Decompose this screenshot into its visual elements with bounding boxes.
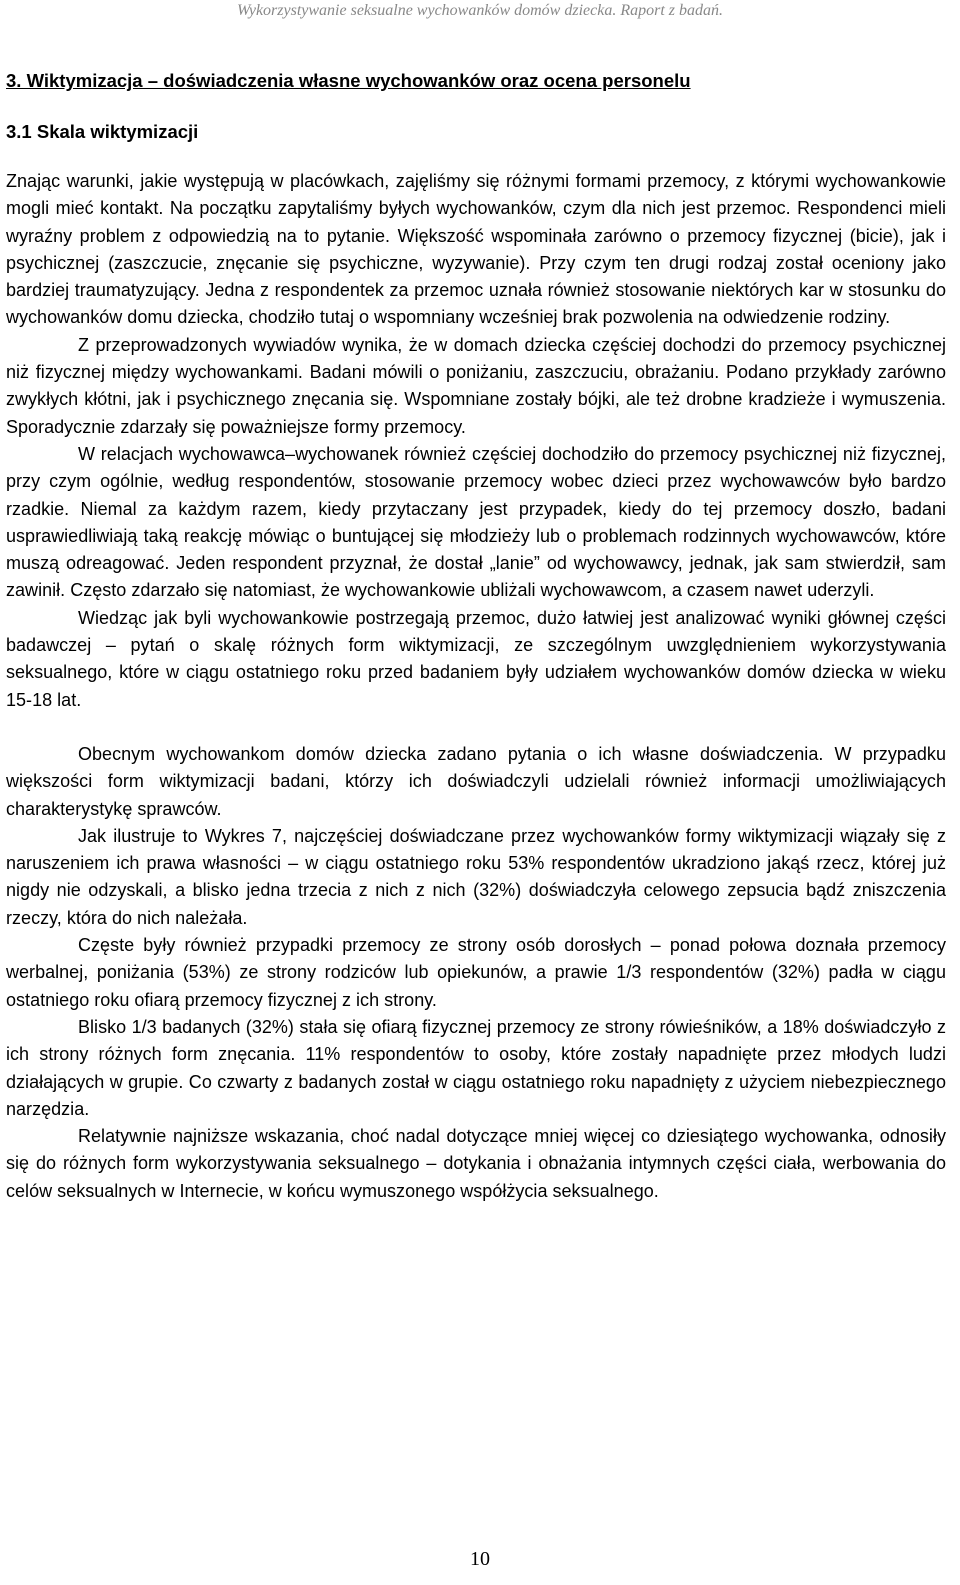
paragraph-6: Jak ilustruje to Wykres 7, najczęściej doświadczane przez wychowanków formy wiktymizacji wiązały się z naruszeniem ich prawa własności – w ciągu ostatniego roku 53% respondentów ukradziono jakąś rzecz, której już nigdy nie odzyskali, a blisko jedna trzecia z nich z nich (32%) doświadczyła celowego zepsucia bądź zniszczenia rzeczy, która do nich należała.: [6, 825, 946, 928]
page-content: [6, 66, 946, 1205]
paragraph-7: Częste były również przypadki przemocy ze strony osób dorosłych – ponad połowa doznała przemocy werbalnej, poniżania (53%) ze strony rodziców lub opiekunów, a prawie 1/3 respondentów (32%) padła w ciągu ostatniego roku ofiarą przemocy fizycznej z ich strony.: [6, 935, 946, 1010]
running-header: Wykorzystywanie seksualne wychowanków domów dziecka. Raport z badań.: [236, 2, 723, 19]
paragraph-1: Znając warunki, jakie występują w placówkach, zajęliśmy się różnymi formami przemocy, z którymi wychowankowie mogli mieć kontakt. Na początku zapytaliśmy byłych wychowanków, czym dla nich jest przemoc. Respondenci mieli wyraźny problem z odpowiedzią na to pytanie. Większość wspominała zarówno o przemocy fizycznej (bicie), jak i psychicznej (zaszczucie, znęcanie się psychiczne, wyzywanie). Przy czym ten drugi rodzaj został oceniony jako bardziej traumatyzujący. Jedna z respondentek za przemoc uznała również stosowanie niektórych kar w stosunku do wychowanków domu dziecka, chodziło tutaj o wspomniany wcześniej brak pozwolenia na odwiedzenie rodziny.: [6, 171, 946, 328]
paragraph-3: W relacjach wychowawca–wychowanek również częściej dochodziło do przemocy psychicznej niż fizycznej, przy czym ogólnie, według respondentów, stosowanie przemocy wobec dzieci przez wychowawców było bardzo rzadkie. Niemal za każdym razem, kiedy przytaczany jest przypadek, kiedy do tej przemocy doszło, badani usprawiedliwiają taką reakcję mówiąc o buntującej się młodzieży lub o problemach rodzinnych wychowawców, które muszą odreagować. Jeden respondent przyznał, że dostał „lanie” od wychowawcy, jednak, jak sam stwierdził, sam zawinił. Często zdarzało się natomiast, że wychowankowie ubliżali wychowawcom, a czasem nawet uderzyli.: [6, 443, 946, 601]
paragraph-8: Blisko 1/3 badanych (32%) stała się ofiarą fizycznej przemocy ze strony rówieśników, a 18% doświadczyło z ich strony różnych form znęcania. 11% respondentów to osoby, które zostały napadnięte przez młodych ludzi działających w grupie. Co czwarty z badanych został w ciągu ostatniego roku napadnięty z użyciem niebezpiecznego narzędzia.: [6, 1016, 946, 1119]
paragraph-5: Obecnym wychowankom domów dziecka zadano pytania o ich własne doświadczenia. W przypadku większości form wiktymizacji badani, którzy ich doświadczyli udzielali również informacji umożliwiających charakterystykę sprawców.: [6, 743, 946, 819]
paragraph-9: Relatywnie najniższe wskazania, choć nadal dotyczące mniej więcej co dziesiątego wychowanka, odnosiły się do różnych form wykorzystywania seksualnego – dotykania i obnażania intymnych części ciała, werbowania do celów seksualnych w Internecie, w końcu wymuszonego współżycia seksualnego.: [6, 1126, 946, 1201]
page-number: 10: [470, 1548, 490, 1570]
paragraph-2: Z przeprowadzonych wywiadów wynika, że w domach dziecka częściej dochodzi do przemocy psychicznej niż fizycznej między wychowankami. Badani mówili o poniżaniu, zaszczuciu, obrażaniu. Podano przykłady zarówno zwykłych kłótni, jak i psychicznego znęcania się. Wspomniane zostały bójki, ale też drobne kradzieże i wymuszenia. Sporadycznie zdarzały się poważniejsze formy przemocy.: [6, 334, 946, 437]
section-title: 3.1 Skala wiktymizacji: [6, 121, 199, 142]
chapter-title: 3. Wiktymizacja – doświadczenia własne wychowanków oraz ocena personelu: [6, 70, 691, 91]
paragraph-4: Wiedząc jak byli wychowankowie postrzegają przemoc, dużo łatwiej jest analizować wyniki głównej części badawczej – pytań o skalę różnych form wiktymizacji, ze szczególnym uwzględnieniem wykorzystywania seksualnego, które w ciągu ostatniego roku przed badaniem były udziałem wychowanków domów dziecka w wieku 15-18 lat.: [6, 607, 946, 710]
